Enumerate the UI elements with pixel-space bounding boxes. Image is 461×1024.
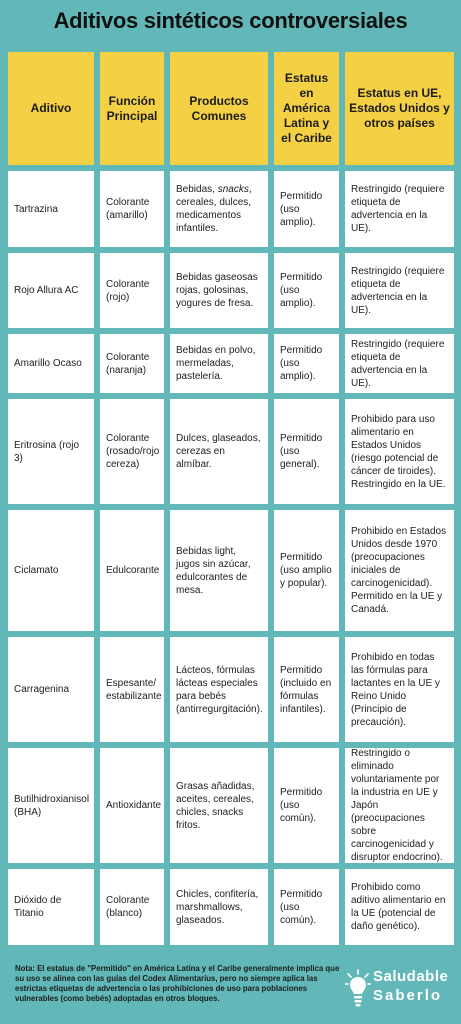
lightbulb-icon [345, 969, 371, 1009]
table-row [8, 637, 454, 742]
cell-latam: Permitido (incluido en fórmulas infantiles). [274, 637, 339, 742]
brand-logo [345, 965, 457, 1020]
table-row [8, 748, 454, 863]
cell-ue: Prohibido como aditivo alimentario en la UE (potencial de daño genético). [345, 869, 454, 945]
cell-aditivo: Amarillo Ocaso [8, 334, 94, 393]
additives-table [8, 52, 454, 951]
table-row [8, 399, 454, 504]
logo-text-line1: Saludable [373, 968, 449, 985]
footnote: Nota: El estatus de "Permitido" en América Latina y el Caribe generalmente implica que su uso se alinea con las guías del Codex Alimentarius, pero no siempre aplica las estrictas etiquetas de advertencia o las prohibiciones de uso para poblaciones vulnerables (como bebés) adoptadas en otros bloques. [15, 964, 340, 1003]
cell-aditivo: Dióxido de Titanio [8, 869, 94, 945]
header-latam: Estatus en América Latina y el Caribe [274, 52, 339, 165]
cell-funcion: Colorante (blanco) [100, 869, 164, 945]
cell-funcion: Colorante (rosado/rojo cereza) [100, 399, 164, 504]
cell-funcion: Colorante (amarillo) [100, 171, 164, 247]
cell-latam: Permitido (uso común). [274, 748, 339, 863]
table-row [8, 510, 454, 631]
table-row [8, 253, 454, 328]
productos-italic-text: snacks [217, 184, 249, 195]
logo-text-line2: Saberlo [373, 987, 443, 1004]
cell-funcion: Edulcorante [100, 510, 164, 631]
cell-productos: Lácteos, fórmulas lácteas especiales para bebés (antirregurgitación). [170, 637, 268, 742]
header-aditivo: Aditivo [8, 52, 94, 165]
cell-productos: Chicles, confitería, marshmallows, glaseados. [170, 869, 268, 945]
cell-productos [170, 171, 268, 247]
cell-ue: Restringido (requiere etiqueta de advertencia en la UE). [345, 171, 454, 247]
cell-aditivo: Tartrazina [8, 171, 94, 247]
table-row [8, 334, 454, 393]
table-header-row [8, 52, 454, 165]
cell-productos: Grasas añadidas, aceites, cereales, chicles, snacks fritos. [170, 748, 268, 863]
cell-ue: Restringido o eliminado voluntariamente por la industria en UE y Japón (preocupaciones sobre carcinogenicidad y disruptor endocrino). [345, 748, 454, 863]
header-ue: Estatus en UE, Estados Unidos y otros países [345, 52, 454, 165]
cell-funcion: Espesante/ estabilizante [100, 637, 164, 742]
header-productos: Productos Comunes [170, 52, 268, 165]
productos-text: , cereales, dulces, medicamentos infantiles. [176, 184, 252, 234]
page-title: Aditivos sintéticos controversiales [53, 8, 408, 33]
cell-latam: Permitido (uso general). [274, 399, 339, 504]
cell-latam: Permitido (uso amplio). [274, 334, 339, 393]
cell-aditivo: Carragenina [8, 637, 94, 742]
cell-ue: Restringido (requiere etiqueta de advertencia en la UE). [345, 334, 454, 393]
cell-ue: Prohibido en todas las fórmulas para lactantes en la UE y Reino Unido (Principio de precaución). [345, 637, 454, 742]
cell-aditivo: Eritrosina (rojo 3) [8, 399, 94, 504]
table-row [8, 171, 454, 247]
cell-latam: Permitido (uso común). [274, 869, 339, 945]
cell-aditivo: Ciclamato [8, 510, 94, 631]
cell-funcion: Colorante (naranja) [100, 334, 164, 393]
cell-ue: Restringido (requiere etiqueta de advertencia en la UE). [345, 253, 454, 328]
cell-aditivo: Rojo Allura AC [8, 253, 94, 328]
cell-productos: Bebidas gaseosas rojas, golosinas, yogures de fresa. [170, 253, 268, 328]
cell-productos: Bebidas en polvo, mermeladas, pastelería. [170, 334, 268, 393]
productos-text: Bebidas, [176, 184, 218, 195]
cell-aditivo: Butilhidroxianisol (BHA) [8, 748, 94, 863]
table-row [8, 869, 454, 945]
cell-ue: Prohibido para uso alimentario en Estados Unidos (riesgo potencial de cáncer de tiroides). Restringido en la UE. [345, 399, 454, 504]
cell-latam: Permitido (uso amplio y popular). [274, 510, 339, 631]
cell-funcion: Antioxidante [100, 748, 164, 863]
cell-ue: Prohibido en Estados Unidos desde 1970 (preocupaciones iniciales de carcinogenicidad). Permitido en la UE y Canadá. [345, 510, 454, 631]
cell-productos: Bebidas light, jugos sin azúcar, edulcorantes de mesa. [170, 510, 268, 631]
cell-funcion: Colorante (rojo) [100, 253, 164, 328]
cell-productos: Dulces, glaseados, cerezas en almíbar. [170, 399, 268, 504]
cell-latam: Permitido (uso amplio). [274, 253, 339, 328]
cell-latam: Permitido (uso amplio). [274, 171, 339, 247]
header-funcion: Función Principal [100, 52, 164, 165]
